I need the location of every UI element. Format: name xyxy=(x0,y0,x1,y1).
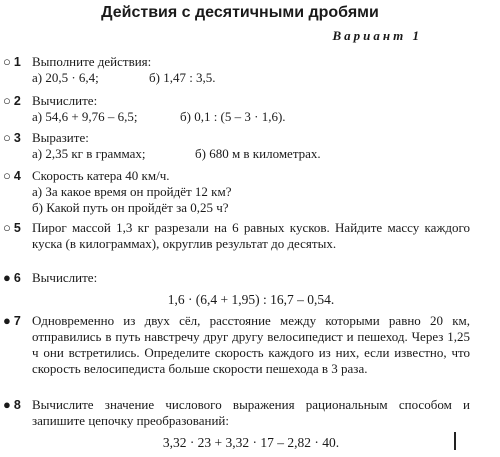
task-marker: ● 8 xyxy=(3,397,21,412)
task-prompt: Выразите: xyxy=(32,130,89,145)
task-3 xyxy=(3,130,470,162)
task-prompt: Выполните действия: xyxy=(32,54,152,69)
text-cursor xyxy=(454,432,456,450)
item-a: а) За какое время он пройдёт 12 км? xyxy=(32,184,232,199)
task-items xyxy=(32,146,470,162)
item-a: а) 2,35 кг в граммах; xyxy=(32,146,146,161)
bullet-icon: ○ xyxy=(3,130,11,145)
task-1 xyxy=(3,54,470,86)
bullet-icon: ● xyxy=(3,270,11,285)
task-marker: ○ 5 xyxy=(3,220,21,235)
item-b: б) 1,47 : 3,5. xyxy=(149,70,216,85)
bullet-icon: ● xyxy=(3,313,11,328)
item-b: б) 0,1 : (5 – 3 · 1,6). xyxy=(180,109,286,124)
task-text: Вычислите значение числового выражения рациональным способом и запишите цепочку преобразований: xyxy=(32,397,470,428)
page-title: Действия с десятичными дробями xyxy=(101,4,379,21)
bullet-icon: ○ xyxy=(3,220,11,235)
item-b: б) 680 м в километрах. xyxy=(195,146,321,161)
task-marker: ● 6 xyxy=(3,270,21,285)
item-b: б) Какой путь он пройдёт за 0,25 ч? xyxy=(32,200,229,215)
bullet-icon: ○ xyxy=(3,54,11,69)
task-marker: ● 7 xyxy=(3,313,21,328)
variant-label: Вариант 1 xyxy=(332,28,422,43)
task-formula: 1,6 · (6,4 + 1,95) : 16,7 – 0,54. xyxy=(167,292,335,307)
task-items xyxy=(32,70,470,86)
bullet-icon: ○ xyxy=(3,168,11,183)
task-prompt: Вычислите: xyxy=(32,93,98,108)
task-marker: ○ 4 xyxy=(3,168,21,183)
task-2 xyxy=(3,93,470,125)
item-a: а) 54,6 + 9,76 – 6,5; xyxy=(32,109,138,124)
task-items xyxy=(32,109,470,125)
bullet-icon: ● xyxy=(3,397,11,412)
task-7 xyxy=(3,313,470,377)
task-6 xyxy=(3,270,470,308)
task-prompt: Скорость катера 40 км/ч. xyxy=(32,168,170,183)
task-text: Одновременно из двух сёл, расстояние между которыми равно 20 км, отправились в путь навстречу друг другу велосипедист и пешеход. Через 1,25 ч они встретились. Определите скорость каждого из них, если известно, что скорость велосипедиста больше скорости пешехода в 3 раза. xyxy=(32,313,470,376)
task-marker: ○ 2 xyxy=(3,93,21,108)
bullet-icon: ○ xyxy=(3,93,11,108)
task-marker: ○ 3 xyxy=(3,130,21,145)
task-8 xyxy=(3,397,470,451)
task-prompt: Вычислите: xyxy=(32,270,98,285)
task-formula: 3,32 · 23 + 3,32 · 17 – 2,82 · 40. xyxy=(162,435,340,450)
item-a: а) 20,5 · 6,4; xyxy=(32,70,99,85)
task-marker: ○ 1 xyxy=(3,54,21,69)
task-text: Пирог массой 1,3 кг разрезали на 6 равных кусков. Найдите массу каждого куска (в килограммах), округлив результат до десятых. xyxy=(32,220,470,251)
task-5 xyxy=(3,220,470,252)
task-4 xyxy=(3,168,470,216)
